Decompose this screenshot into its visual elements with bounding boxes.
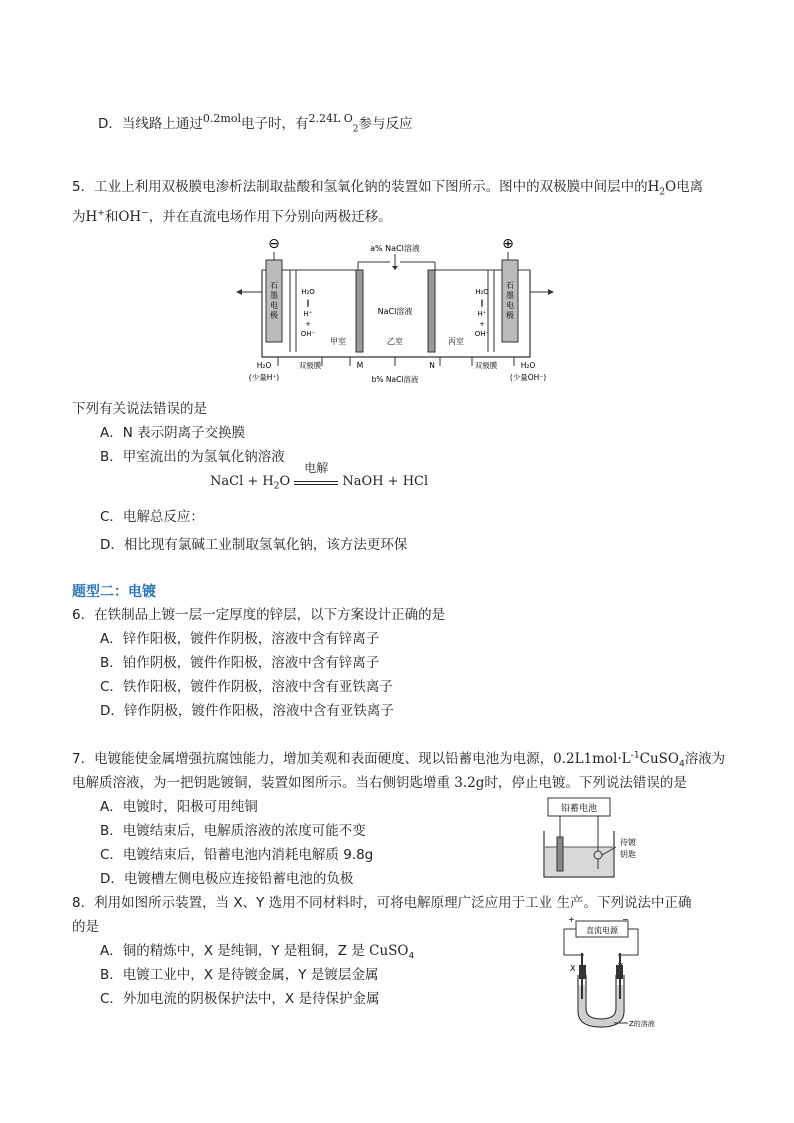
svg-text:双极膜: 双极膜 — [474, 361, 498, 370]
q7-stem-line2: 电解质溶液，为一把钥匙镀铜，装置如图所示。当右侧钥匙增重 3.2g时，停止电镀。下列说法错误的是 — [72, 775, 687, 791]
svg-text:‖: ‖ — [480, 299, 484, 307]
q7-option-b: B．电镀结束后，电解质溶液的浓度可能不变 — [100, 823, 366, 839]
q7-stem-line1: 7．电镀能使金属增强抗腐蚀能力，增加美观和表面硬度、现以铅蓄电池为电源，$0.2L1mol\cdot L^{-1}CuSO_4$溶液为 — [72, 750, 726, 770]
svg-text:极: 极 — [270, 311, 278, 320]
svg-text:甲室: 甲室 — [330, 337, 346, 346]
svg-text:H₂O: H₂O — [475, 288, 489, 296]
svg-text:NaCl溶液: NaCl溶液 — [377, 307, 413, 316]
svg-text:墨: 墨 — [270, 291, 278, 300]
q5-stem-line1: 5．工业上利用双极膜电渗析法制取盐酸和氢氧化钠的装置如下图所示。图中的双极膜中间层中的$H_2O$电离 — [72, 179, 704, 198]
top-inlet-label: a% NaCl溶液 — [370, 244, 420, 253]
q5-option-d: D．相比现有氯碱工业制取氢氧化钠，该方法更环保 — [100, 537, 408, 553]
svg-text:+: + — [568, 915, 575, 924]
svg-text:石: 石 — [506, 281, 514, 290]
svg-text:Z的溶液: Z的溶液 — [629, 1020, 655, 1028]
svg-text:乙室: 乙室 — [387, 337, 403, 346]
svg-text:+: + — [479, 320, 485, 328]
negative-terminal: ⊖ — [268, 236, 280, 252]
q6-option-b: B．铂作阴极，镀件作阳极，溶液中含有锌离子 — [100, 655, 380, 671]
svg-text:钥匙: 钥匙 — [620, 850, 636, 859]
q6-option-a: A．锌作阳极，镀件作阴极，溶液中含有锌离子 — [100, 631, 380, 647]
svg-text:M: M — [356, 361, 364, 370]
q6-option-c: C．铁作阳极，镀件作阴极，溶液中含有亚铁离子 — [100, 679, 393, 695]
svg-text:+: + — [305, 320, 311, 328]
svg-text:X: X — [570, 964, 576, 973]
q7-option-c: C．电镀结束后，铅蓄电池内消耗电解质 9.8g — [100, 847, 374, 863]
svg-text:OH⁻: OH⁻ — [300, 330, 316, 338]
svg-text:b% NaCl溶液: b% NaCl溶液 — [371, 375, 419, 384]
membrane-n — [428, 270, 435, 352]
svg-text:H₂O: H₂O — [301, 288, 315, 296]
q8-stem-line2: 的是 — [72, 919, 99, 935]
q8-option-c: C．外加电流的阴极保护法中，X 是待保护金属 — [100, 991, 380, 1007]
u-tube-diagram — [556, 913, 666, 1033]
svg-text:−: − — [622, 915, 629, 924]
svg-text:直流电源: 直流电源 — [586, 926, 618, 935]
svg-text:(少量OH⁻): (少量OH⁻) — [509, 373, 547, 382]
svg-text:极: 极 — [506, 311, 514, 320]
q5-option-a: A．N 表示阴离子交换膜 — [100, 425, 246, 441]
svg-text:铅蓄电池: 铅蓄电池 — [560, 804, 598, 814]
svg-text:N: N — [429, 361, 435, 370]
q8-option-a: A．铜的精炼中，X 是纯铜，Y 是粗铜，Z 是 CuSO$_4$ — [100, 943, 415, 962]
q7-option-a: A．电镀时，阳极可用纯铜 — [100, 799, 258, 815]
svg-text:(少量H⁺): (少量H⁺) — [248, 373, 280, 382]
svg-text:电: 电 — [506, 301, 514, 310]
q8-stem-line1: 8．利用如图所示装置，当 X、Y 选用不同材料时，可将电解原理广泛应用于工业 生产。下列说法中正确 — [72, 895, 692, 911]
membrane-m — [356, 270, 363, 352]
svg-text:OH⁻: OH⁻ — [474, 330, 490, 338]
q5-question: 下列有关说法错误的是 — [72, 401, 207, 417]
svg-text:双极膜: 双极膜 — [298, 361, 322, 370]
q6-stem: 6．在铁制品上镀一层一定厚度的锌层，以下方案设计正确的是 — [72, 607, 446, 623]
q8-option-b: B．电镀工业中，X 是待镀金属，Y 是镀层金属 — [100, 967, 379, 983]
svg-text:H₂O: H₂O — [256, 361, 272, 370]
svg-text:待镀: 待镀 — [620, 838, 636, 847]
electrodialysis-diagram — [230, 232, 560, 392]
svg-text:丙室: 丙室 — [448, 337, 464, 346]
q5-option-c: C．电解总反应： — [100, 509, 204, 525]
q5-equation: NaCl + $H_2O$ 电解 NaOH + HCl — [210, 461, 429, 492]
svg-text:‖: ‖ — [306, 299, 310, 307]
q5-stem-line2: 为H+和OH−，并在直流电场作用下分别向两极迁移。 — [72, 208, 392, 225]
q4-option-d: D．当线路上通过$^{0.2mol}$电子时，有$^{2.24L O}_2$参与反应 — [98, 112, 413, 135]
q6-option-d: D．锌作阴极，镀件作阳极，溶液中含有亚铁离子 — [100, 703, 394, 719]
svg-text:墨: 墨 — [506, 291, 514, 300]
q5-option-b: B．甲室流出的为氢氧化钠溶液 — [100, 449, 285, 465]
svg-text:石: 石 — [270, 281, 278, 290]
svg-text:电: 电 — [270, 301, 278, 310]
electroplating-diagram — [538, 795, 638, 887]
q7-option-d: D．电镀槽左侧电极应连接铅蓄电池的负极 — [100, 871, 354, 887]
svg-text:H⁺: H⁺ — [303, 310, 313, 318]
svg-text:H₂O: H₂O — [520, 361, 536, 370]
svg-text:H⁺: H⁺ — [477, 310, 487, 318]
positive-terminal: ⊕ — [502, 236, 514, 252]
section-title: 题型二：电镀 — [72, 584, 156, 600]
